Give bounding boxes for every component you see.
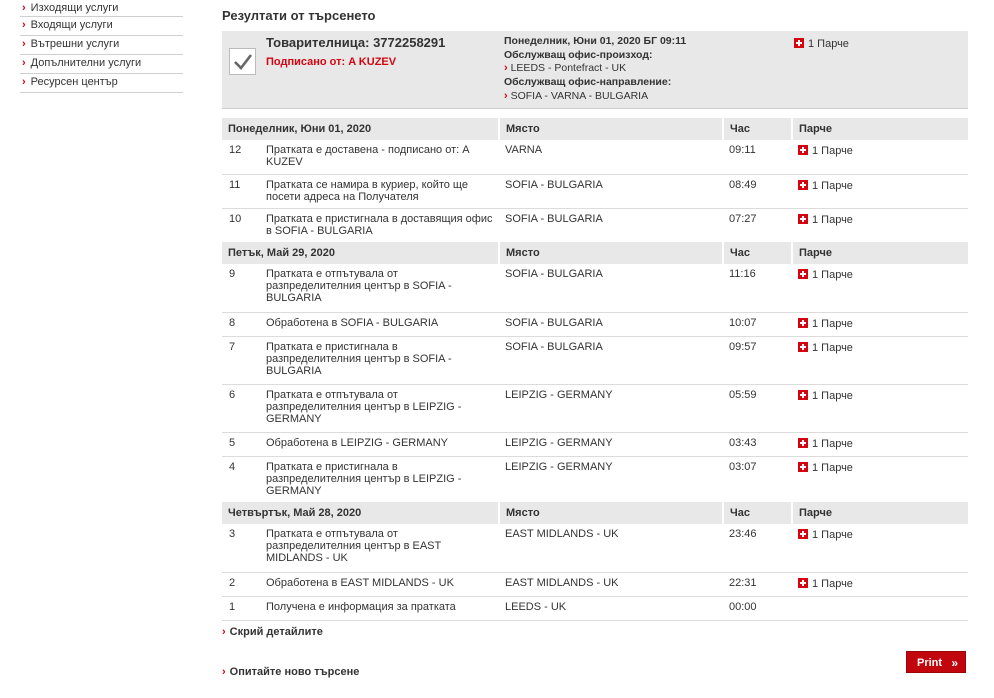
event-time: 22:31 bbox=[723, 572, 792, 596]
col-header-time: Час bbox=[723, 242, 792, 264]
chevron-right-icon: › bbox=[22, 76, 26, 88]
chevron-right-icon: › bbox=[22, 38, 26, 50]
event-time: 03:43 bbox=[723, 432, 792, 456]
event-description: Пратката е отпътувала от разпределителния център в SOFIA - BULGARIA bbox=[260, 264, 499, 312]
event-place: SOFIA - BULGARIA bbox=[499, 264, 723, 312]
dest-label: Обслужващ офис-направление: bbox=[504, 76, 672, 89]
event-number: 8 bbox=[222, 312, 260, 336]
shipment-summary bbox=[222, 31, 968, 109]
event-number: 9 bbox=[222, 264, 260, 312]
event-time: 23:46 bbox=[723, 524, 792, 572]
hide-details-label: Скрий детайлите bbox=[229, 626, 323, 638]
event-number: 5 bbox=[222, 432, 260, 456]
print-button[interactable] bbox=[906, 651, 966, 673]
sidebar-item-label: Ресурсен център bbox=[30, 76, 118, 88]
col-header-piece: Парче bbox=[792, 502, 968, 524]
events-table-group-1 bbox=[222, 118, 968, 243]
double-chevron-right-icon: » bbox=[951, 656, 958, 670]
col-header-time: Час bbox=[723, 502, 792, 524]
event-piece[interactable] bbox=[792, 572, 968, 596]
event-number: 2 bbox=[222, 572, 260, 596]
sidebar-item-incoming[interactable] bbox=[20, 17, 183, 36]
event-time: 09:11 bbox=[723, 140, 792, 174]
chevron-right-icon: › bbox=[22, 2, 26, 14]
piece-label: 1 Парче bbox=[812, 317, 853, 330]
event-number: 11 bbox=[222, 174, 260, 208]
table-row bbox=[222, 596, 968, 620]
event-place: SOFIA - BULGARIA bbox=[499, 312, 723, 336]
event-piece[interactable] bbox=[792, 456, 968, 504]
event-place: LEIPZIG - GERMANY bbox=[499, 456, 723, 504]
piece-label: 1 Парче bbox=[812, 341, 853, 354]
plus-box-icon bbox=[798, 318, 808, 328]
event-number: 7 bbox=[222, 336, 260, 384]
table-row bbox=[222, 312, 968, 336]
event-description: Обработена в EAST MIDLANDS - UK bbox=[260, 572, 499, 596]
shipment-info bbox=[504, 35, 686, 104]
events-table-group-2 bbox=[222, 242, 968, 505]
event-time: 00:00 bbox=[723, 596, 792, 620]
event-description: Пратката е отпътувала от разпределителния център в EAST MIDLANDS - UK bbox=[260, 524, 499, 572]
event-place: SOFIA - BULGARIA bbox=[499, 208, 723, 242]
event-piece[interactable] bbox=[792, 208, 968, 242]
event-description: Обработена в SOFIA - BULGARIA bbox=[260, 312, 499, 336]
print-label: Print bbox=[917, 657, 943, 669]
chevron-right-icon: › bbox=[22, 57, 26, 69]
plus-box-icon bbox=[798, 390, 808, 400]
piece-label: 1 Парче bbox=[812, 269, 853, 281]
chevron-right-icon: › bbox=[504, 89, 508, 102]
hide-details-link[interactable] bbox=[222, 626, 323, 638]
table-row bbox=[222, 140, 968, 174]
col-header-piece: Парче bbox=[792, 118, 968, 140]
summary-pieces[interactable] bbox=[794, 38, 849, 50]
event-place: LEEDS - UK bbox=[499, 596, 723, 620]
event-time: 07:27 bbox=[723, 208, 792, 242]
event-piece[interactable] bbox=[792, 140, 968, 174]
table-row bbox=[222, 336, 968, 384]
event-number: 12 bbox=[222, 140, 260, 174]
piece-label: 1 Парче bbox=[812, 179, 853, 192]
event-description: Пратката е пристигнала в разпределителния център в SOFIA - BULGARIA bbox=[260, 336, 499, 384]
event-description: Пратката е пристигнала в доставящия офис в SOFIA - BULGARIA bbox=[260, 208, 499, 242]
event-place: SOFIA - BULGARIA bbox=[499, 336, 723, 384]
group-date: Понеделник, Юни 01, 2020 bbox=[222, 118, 499, 140]
event-piece[interactable] bbox=[792, 432, 968, 456]
event-place: LEIPZIG - GERMANY bbox=[499, 384, 723, 432]
table-row bbox=[222, 456, 968, 504]
event-place: EAST MIDLANDS - UK bbox=[499, 524, 723, 572]
event-number: 1 bbox=[222, 596, 260, 620]
plus-box-icon bbox=[798, 180, 808, 190]
event-piece-empty bbox=[792, 596, 968, 620]
table-row bbox=[222, 174, 968, 208]
col-header-piece: Парче bbox=[792, 242, 968, 264]
delivered-status bbox=[229, 48, 256, 75]
piece-label: 1 Парче bbox=[812, 529, 853, 541]
event-piece[interactable] bbox=[792, 264, 968, 312]
chevron-right-icon: › bbox=[222, 666, 226, 678]
sidebar bbox=[20, 0, 183, 93]
piece-label: 1 Парче bbox=[812, 213, 853, 226]
group-date: Четвъртък, Май 28, 2020 bbox=[222, 502, 499, 524]
group-date: Петък, Май 29, 2020 bbox=[222, 242, 499, 264]
new-search-link[interactable] bbox=[222, 666, 359, 678]
page-title: Резултати от търсенето bbox=[222, 8, 376, 23]
new-search-label: Опитайте ново търсене bbox=[229, 666, 360, 678]
event-description: Пратката се намира в куриер, който ще посети адреса на Получателя bbox=[260, 174, 499, 208]
chevron-right-icon: › bbox=[22, 19, 26, 31]
event-number: 10 bbox=[222, 208, 260, 242]
plus-box-icon bbox=[798, 529, 808, 539]
summary-pieces-label: 1 Парче bbox=[808, 38, 849, 50]
event-piece[interactable] bbox=[792, 174, 968, 208]
event-piece[interactable] bbox=[792, 524, 968, 572]
plus-box-icon bbox=[798, 438, 808, 448]
sidebar-item-resources[interactable] bbox=[20, 74, 183, 93]
piece-label: 1 Парче bbox=[812, 389, 853, 402]
plus-box-icon bbox=[798, 578, 808, 588]
event-place: SOFIA - BULGARIA bbox=[499, 174, 723, 208]
events-table-group-3 bbox=[222, 502, 968, 621]
event-time: 03:07 bbox=[723, 456, 792, 504]
event-time: 10:07 bbox=[723, 312, 792, 336]
table-row bbox=[222, 524, 968, 572]
sidebar-item-label: Изходящи услуги bbox=[30, 2, 119, 14]
signed-by: Подписано от: A KUZEV bbox=[266, 56, 397, 68]
table-row bbox=[222, 264, 968, 312]
sidebar-item-outgoing[interactable] bbox=[20, 0, 183, 17]
event-place: EAST MIDLANDS - UK bbox=[499, 572, 723, 596]
table-row bbox=[222, 208, 968, 242]
event-time: 08:49 bbox=[723, 174, 792, 208]
event-place: VARNA bbox=[499, 140, 723, 174]
sidebar-item-label: Входящи услуги bbox=[30, 19, 113, 31]
sidebar-item-domestic[interactable] bbox=[20, 36, 183, 55]
col-header-place: Място bbox=[499, 118, 723, 140]
col-header-time: Час bbox=[723, 118, 792, 140]
checkmark-icon bbox=[233, 52, 253, 72]
sidebar-item-additional[interactable] bbox=[20, 55, 183, 74]
event-piece[interactable] bbox=[792, 312, 968, 336]
col-header-place: Място bbox=[499, 502, 723, 524]
chevron-right-icon: › bbox=[504, 62, 508, 75]
plus-box-icon bbox=[798, 269, 808, 279]
sidebar-item-label: Вътрешни услуги bbox=[30, 38, 120, 50]
piece-label: 1 Парче bbox=[812, 577, 853, 590]
summary-date: Понеделник, Юни 01, 2020 БГ 09:11 bbox=[504, 35, 687, 47]
event-number: 6 bbox=[222, 384, 260, 432]
event-time: 09:57 bbox=[723, 336, 792, 384]
event-piece[interactable] bbox=[792, 336, 968, 384]
event-description: Пратката е отпътувала от разпределителния център в LEIPZIG - GERMANY bbox=[260, 384, 499, 432]
piece-label: 1 Парче bbox=[812, 461, 853, 474]
event-description: Получена е информация за пратката bbox=[260, 596, 499, 620]
origin-office: LEEDS - Pontefract - UK bbox=[510, 62, 627, 75]
chevron-right-icon: › bbox=[222, 626, 226, 638]
event-place: LEIPZIG - GERMANY bbox=[499, 432, 723, 456]
plus-box-icon bbox=[794, 38, 804, 48]
dest-office: SOFIA - VARNA - BULGARIA bbox=[510, 89, 649, 102]
event-piece[interactable] bbox=[792, 384, 968, 432]
table-row bbox=[222, 432, 968, 456]
plus-box-icon bbox=[798, 462, 808, 472]
piece-label: 1 Парче bbox=[812, 145, 853, 157]
plus-box-icon bbox=[798, 214, 808, 224]
event-time: 05:59 bbox=[723, 384, 792, 432]
origin-label: Обслужващ офис-произход: bbox=[504, 48, 653, 61]
waybill-number: Товарителница: 3772258291 bbox=[266, 35, 446, 50]
table-row bbox=[222, 572, 968, 596]
piece-label: 1 Парче bbox=[812, 437, 853, 450]
sidebar-item-label: Допълнителни услуги bbox=[30, 57, 142, 69]
event-time: 11:16 bbox=[723, 264, 792, 312]
plus-box-icon bbox=[798, 145, 808, 155]
col-header-place: Място bbox=[499, 242, 723, 264]
event-description: Пратката е доставена - подписано от: A KUZEV bbox=[260, 140, 499, 174]
event-description: Обработена в LEIPZIG - GERMANY bbox=[260, 432, 499, 456]
table-row bbox=[222, 384, 968, 432]
event-number: 3 bbox=[222, 524, 260, 572]
plus-box-icon bbox=[798, 342, 808, 352]
event-number: 4 bbox=[222, 456, 260, 504]
event-description: Пратката е пристигнала в разпределителния център в LEIPZIG - GERMANY bbox=[260, 456, 499, 504]
